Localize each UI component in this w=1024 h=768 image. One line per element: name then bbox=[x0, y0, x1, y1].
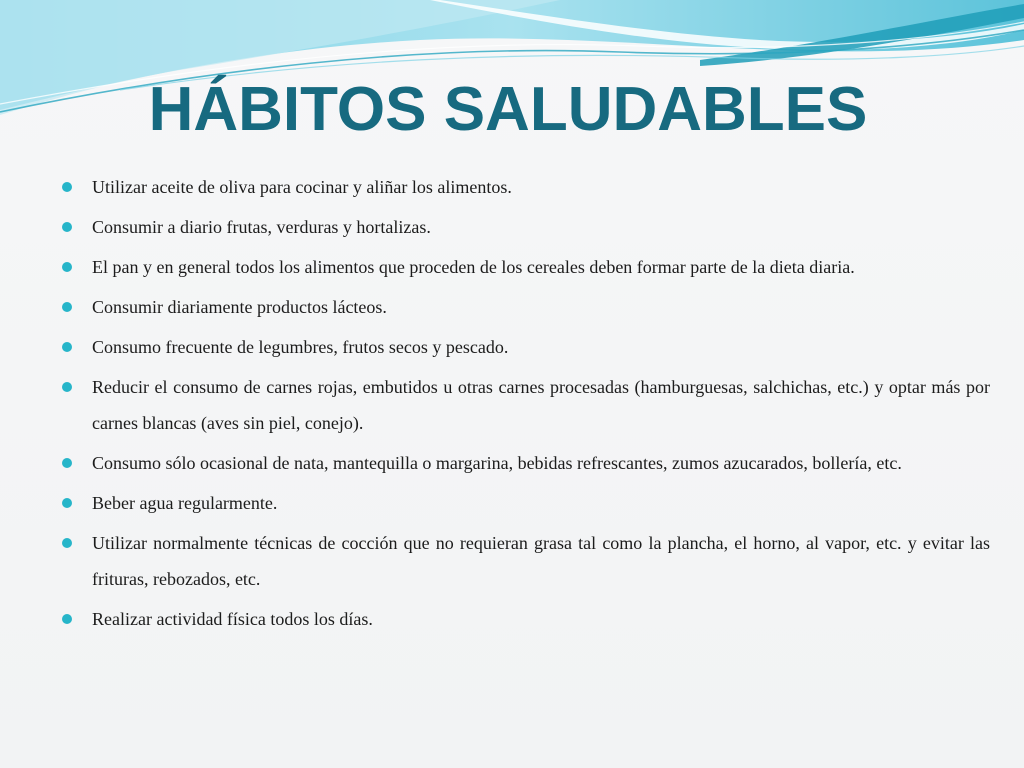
bullet-list bbox=[62, 169, 990, 641]
list-item-text: Realizar actividad física todos los días. bbox=[92, 609, 373, 629]
bullet-dot-icon bbox=[62, 342, 72, 352]
bullet-dot-icon bbox=[62, 382, 72, 392]
bullet-dot-icon bbox=[62, 498, 72, 508]
list-item bbox=[62, 209, 990, 245]
list-item bbox=[62, 601, 990, 637]
list-item-text: Utilizar aceite de oliva para cocinar y aliñar los alimentos. bbox=[92, 177, 512, 197]
list-item-text: Consumo sólo ocasional de nata, mantequilla o margarina, bebidas refrescantes, zumos azucarados, bollería, etc. bbox=[92, 453, 902, 473]
list-item-text: Utilizar normalmente técnicas de cocción que no requieran grasa tal como la plancha, el horno, al vapor, etc. y evitar las frituras, rebozados, etc. bbox=[92, 533, 990, 589]
list-item-text: Consumir a diario frutas, verduras y hortalizas. bbox=[92, 217, 431, 237]
bullet-dot-icon bbox=[62, 458, 72, 468]
list-item bbox=[62, 169, 990, 205]
bullet-dot-icon bbox=[62, 302, 72, 312]
list-item bbox=[62, 249, 990, 285]
list-item-text: Beber agua regularmente. bbox=[92, 493, 278, 513]
list-item-text: Consumir diariamente productos lácteos. bbox=[92, 297, 387, 317]
bullet-dot-icon bbox=[62, 262, 72, 272]
list-item bbox=[62, 329, 990, 365]
list-item bbox=[62, 525, 990, 597]
slide-title: HÁBITOS SALUDABLES bbox=[148, 75, 868, 144]
list-item bbox=[62, 289, 990, 325]
bullet-dot-icon bbox=[62, 222, 72, 232]
bullet-dot-icon bbox=[62, 538, 72, 548]
bullet-dot-icon bbox=[62, 182, 72, 192]
list-item-text: Consumo frecuente de legumbres, frutos secos y pescado. bbox=[92, 337, 509, 357]
list-item bbox=[62, 445, 990, 481]
list-item-text: Reducir el consumo de carnes rojas, embutidos u otras carnes procesadas (hamburguesas, salchichas, etc.) y optar más por carnes blancas (aves sin piel, conejo). bbox=[92, 377, 990, 433]
bullet-dot-icon bbox=[62, 614, 72, 624]
list-item bbox=[62, 485, 990, 521]
list-item bbox=[62, 369, 990, 441]
list-item-text: El pan y en general todos los alimentos que proceden de los cereales deben formar parte de la dieta diaria. bbox=[92, 257, 855, 277]
